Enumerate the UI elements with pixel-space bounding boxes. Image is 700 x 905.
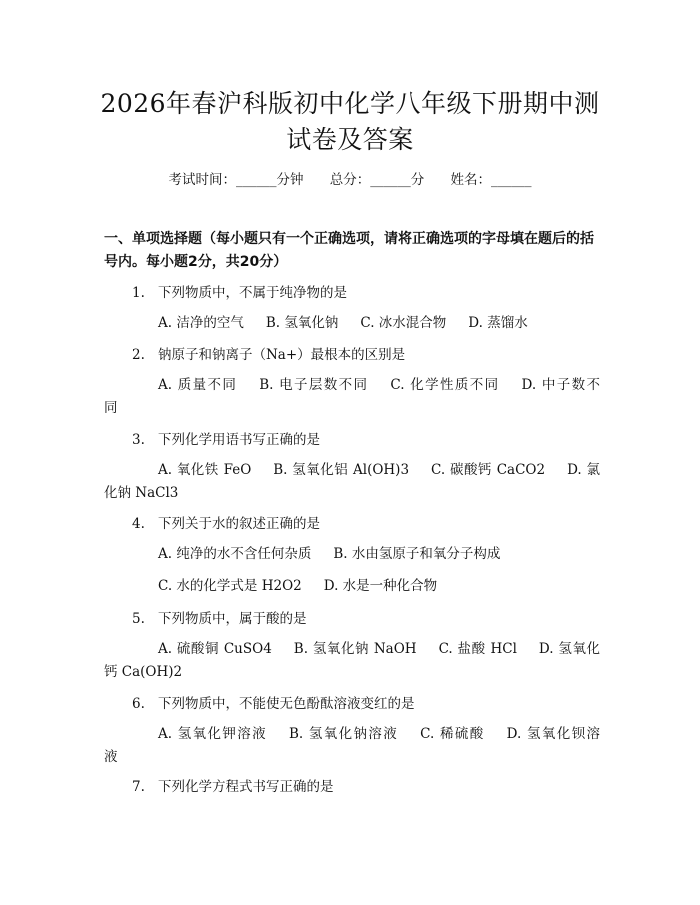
- option-a: A. 氧化铁 FeO: [158, 462, 252, 478]
- question-6: [132, 694, 415, 714]
- option-d: D. 氢氧化钙 Ca(OH)2: [104, 641, 600, 680]
- document-title-line-1: 2026年春沪科版初中化学八年级下册期中测: [100, 89, 600, 118]
- option-a: A. 纯净的水不含任何杂质: [158, 546, 312, 562]
- option-c: C. 冰水混合物: [360, 315, 447, 331]
- question-number: 6.: [132, 696, 145, 712]
- option-a: A. 硫酸铜 CuSO4: [158, 641, 272, 657]
- question-3-options: [104, 459, 600, 505]
- option-c: C. 盐酸 HCl: [438, 641, 517, 657]
- exam-meta: [0, 168, 700, 188]
- question-2: [132, 345, 405, 365]
- option-d: D. 水是一种化合物: [323, 578, 438, 594]
- option-a: A. 氢氧化钾溶液: [158, 726, 267, 742]
- exam-time: 考试时间：______分钟: [168, 172, 304, 188]
- question-stem: 下列物质中，属于酸的是: [158, 611, 307, 627]
- document-title-line-2: 试卷及答案: [286, 125, 414, 154]
- option-a: A. 洁净的空气: [158, 315, 244, 331]
- option-b: B. 电子层数不同: [259, 377, 369, 393]
- option-d: D. 氯化钠 NaCl3: [104, 462, 600, 501]
- question-1-options: [104, 312, 600, 335]
- question-stem: 下列物质中，不属于纯净物的是: [158, 285, 347, 301]
- question-number: 5.: [132, 611, 145, 627]
- option-b: B. 氢氧化铝 Al(OH)3: [273, 462, 410, 478]
- option-b: B. 水由氢原子和氧分子构成: [333, 546, 501, 562]
- option-c: C. 水的化学式是 H2O2: [158, 578, 302, 594]
- question-number: 7.: [132, 779, 145, 795]
- question-3: [132, 430, 320, 450]
- question-stem: 下列关于水的叙述正确的是: [158, 516, 320, 532]
- question-7: [132, 777, 334, 797]
- question-4-options-row-1: [104, 543, 600, 566]
- section-heading: 一、单项选择题（每小题只有一个正确选项，请将正确选项的字母填在题后的括号内。每小题2分，共20分）: [104, 231, 594, 270]
- option-b: B. 氢氧化钠溶液: [289, 726, 399, 742]
- option-d: D. 蒸馏水: [468, 315, 528, 331]
- question-number: 2.: [132, 347, 145, 363]
- exam-score: 总分：______分: [329, 172, 425, 188]
- question-4-options-row-2: [104, 575, 600, 598]
- question-stem: 下列物质中，不能使无色酚酞溶液变红的是: [158, 696, 415, 712]
- question-5-options: [104, 638, 600, 684]
- question-6-options: [104, 723, 600, 769]
- option-c: C. 碳酸钙 CaCO2: [431, 462, 546, 478]
- option-c: C. 稀硫酸: [420, 726, 485, 742]
- option-a: A. 质量不同: [158, 377, 238, 393]
- question-stem: 下列化学用语书写正确的是: [158, 432, 320, 448]
- question-number: 3.: [132, 432, 145, 448]
- student-name: 姓名：______: [450, 172, 532, 188]
- question-4: [132, 514, 320, 534]
- option-b: B. 氢氧化钠: [265, 315, 339, 331]
- option-d: D. 中子数不同: [104, 377, 600, 416]
- question-number: 1.: [132, 285, 145, 301]
- question-1: [132, 283, 347, 303]
- question-number: 4.: [132, 516, 145, 532]
- option-c: C. 化学性质不同: [390, 377, 500, 393]
- option-d: D. 氢氧化钡溶液: [104, 726, 600, 765]
- option-b: B. 氢氧化钠 NaOH: [293, 641, 417, 657]
- question-stem: 下列化学方程式书写正确的是: [158, 779, 334, 795]
- question-5: [132, 609, 307, 629]
- question-stem: 钠原子和钠离子（Na+）最根本的区别是: [158, 347, 406, 363]
- question-2-options: [104, 374, 600, 420]
